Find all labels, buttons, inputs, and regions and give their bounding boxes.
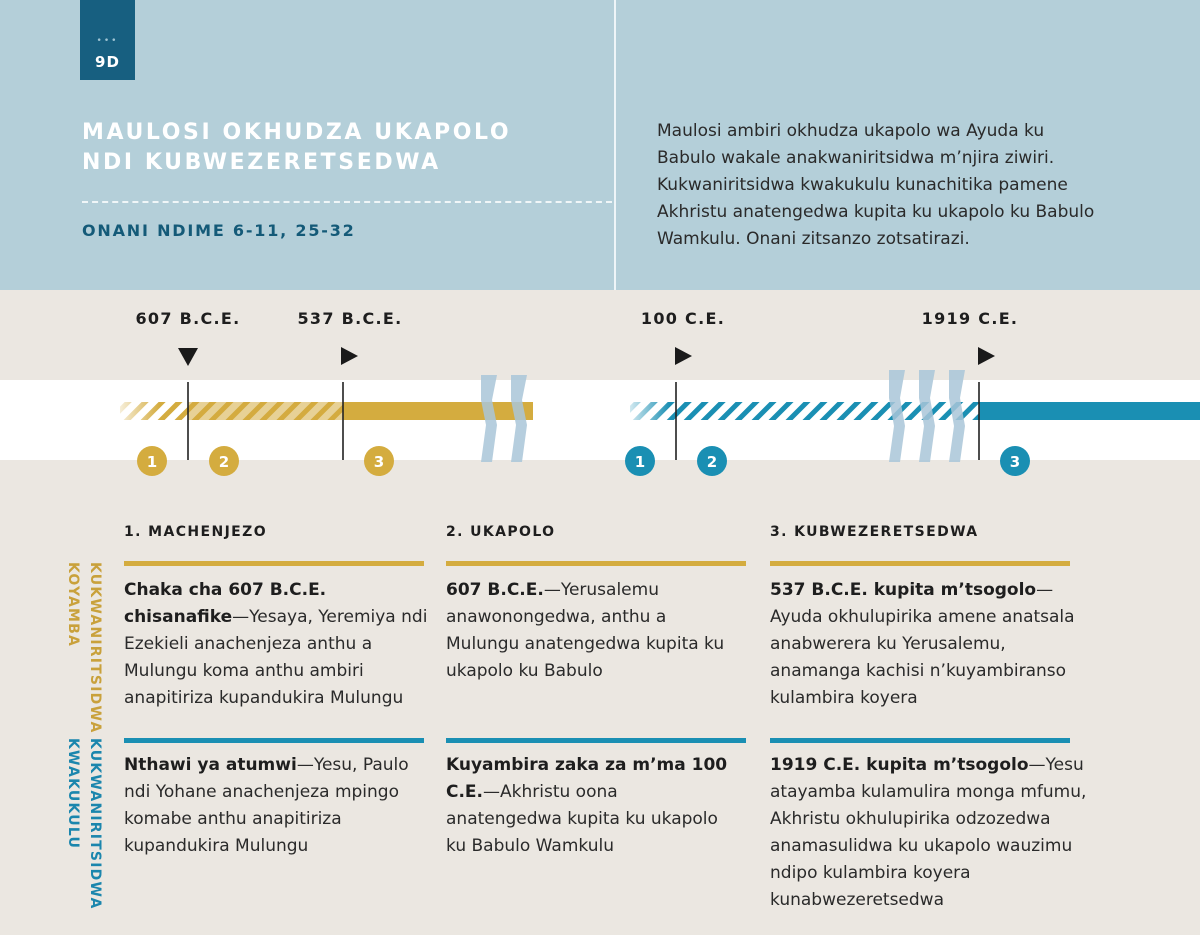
cell-first-restoration-text: —Ayuda okhulupirika amene anatsala anabwerera ku Yerusalemu, anamanga kachisi n’kuyambiranso kulambira koyera <box>770 580 1075 708</box>
row-1-rule-col-1 <box>124 561 424 566</box>
cell-first-restoration <box>770 577 1100 712</box>
arrow-down-icon <box>178 348 198 366</box>
modern-step-2 <box>697 446 727 476</box>
modern-fade <box>620 400 670 422</box>
see-paragraphs: ONANI NDIME 6-11, 25-32 <box>82 221 356 240</box>
cell-first-exile-text: —Yerusalemu anawonongedwa, anthu a Mulungu anatengedwa kupita ku ukapolo ku Babulo <box>446 580 725 681</box>
cell-first-exile <box>446 577 736 685</box>
row-label-major-fulfillment: KUKWANIRITSIDWA KWAKUKULU <box>65 738 103 910</box>
ancient-step-3-number: 3 <box>373 453 385 471</box>
modern-restoration-bar <box>979 402 1200 420</box>
cell-major-warnings-text: —Yesu, Paulo ndi Yohane anachenjeza mpingo komabe anthu anapitiriza kupandukira Mulungu <box>124 755 409 856</box>
cell-first-warnings-text: —Yesaya, Yeremiya ndi Ezekieli anachenjeza anthu a Mulungu koma anthu ambiri anapitiriza kupandukira Mulungu <box>124 607 428 708</box>
ancient-step-1 <box>137 446 167 476</box>
column-heading-restoration: 3. KUBWEZERETSEDWA <box>770 524 979 540</box>
modern-step-3 <box>1000 446 1030 476</box>
cell-major-exile-text: —Akhristu oona anatengedwa kupita ku ukapolo ku Babulo Wamkulu <box>446 782 718 856</box>
modern-time-break <box>889 370 965 462</box>
row-label-first-fulfillment: KUKWANIRITSIDWA KOYAMBA <box>65 562 103 734</box>
cell-first-restoration-bold: 537 B.C.E. kupita m’tsogolo <box>770 580 1037 600</box>
modern-hatched-bar-2 <box>676 402 979 420</box>
row-1-rule-col-3 <box>770 561 1070 566</box>
modern-step-1-number: 1 <box>634 453 646 471</box>
badge-dots: ••• <box>96 36 119 46</box>
row-2-rule-col-1 <box>124 738 424 743</box>
modern-step-1 <box>625 446 655 476</box>
header-panel <box>0 0 1200 290</box>
row-2-rule-col-2 <box>446 738 746 743</box>
ancient-step-3 <box>364 446 394 476</box>
page-title: MAULOSI OKHUDZA UKAPOLO NDI KUBWEZERETSEDWA <box>82 120 512 175</box>
header-divider <box>614 0 616 290</box>
cell-major-exile <box>446 752 736 860</box>
timeline-graphic <box>0 340 1200 480</box>
arrow-right-icon <box>675 347 692 365</box>
ancient-fade <box>110 400 160 422</box>
modern-step-2-number: 2 <box>706 453 718 471</box>
year-label-100-ce: 100 C.E. <box>640 309 726 328</box>
ancient-exile-bar <box>188 402 343 420</box>
cell-major-warnings-bold: Nthawi ya atumwi <box>124 755 297 775</box>
row-1-rule-col-2 <box>446 561 746 566</box>
cell-major-restoration-bold: 1919 C.E. kupita m’tsogolo <box>770 755 1029 775</box>
cell-first-warnings-bold: Chaka cha 607 B.C.E. chisanafike <box>124 580 327 627</box>
cell-first-warnings <box>124 577 429 712</box>
arrow-right-icon <box>978 347 995 365</box>
year-label-1919-ce: 1919 C.E. <box>921 309 1019 328</box>
section-badge <box>80 0 135 80</box>
arrow-right-icon <box>341 347 358 365</box>
column-heading-exile: 2. UKAPOLO <box>446 524 556 540</box>
row-2-rule-col-3 <box>770 738 1070 743</box>
ancient-restoration-bar <box>343 402 533 420</box>
year-label-607-bce: 607 B.C.E. <box>135 309 241 328</box>
cell-major-restoration <box>770 752 1100 914</box>
column-heading-warnings: 1. MACHENJEZO <box>124 524 267 540</box>
cell-major-exile-bold: Kuyambira zaka za m’ma 100 C.E. <box>446 755 728 802</box>
cell-major-warnings <box>124 752 419 860</box>
year-label-537-bce: 537 B.C.E. <box>297 309 403 328</box>
title-divider <box>82 201 612 203</box>
ancient-step-1-number: 1 <box>146 453 158 471</box>
ancient-step-2 <box>209 446 239 476</box>
badge-label: 9D <box>95 53 120 71</box>
modern-step-3-number: 3 <box>1009 453 1021 471</box>
ancient-step-2-number: 2 <box>218 453 230 471</box>
cell-first-exile-bold: 607 B.C.E. <box>446 580 544 600</box>
intro-text: Maulosi ambiri okhudza ukapolo wa Ayuda ku Babulo wakale anakwaniritsidwa m’njira ziwiri. Kukwaniritsidwa kwakukulu kunachitika pamene Akhristu anatengedwa kupita ku ukapolo ku Babulo Wamkulu. Onani zitsanzo zotsatirazi. <box>657 121 1095 249</box>
cell-major-restoration-text: —Yesu atayamba kulamulira monga mfumu, Akhristu okhulupirika odzozedwa anamasulidwa ku ukapolo wauzimu ndipo kulambira koyera kunabwezeretsedwa <box>770 755 1087 910</box>
